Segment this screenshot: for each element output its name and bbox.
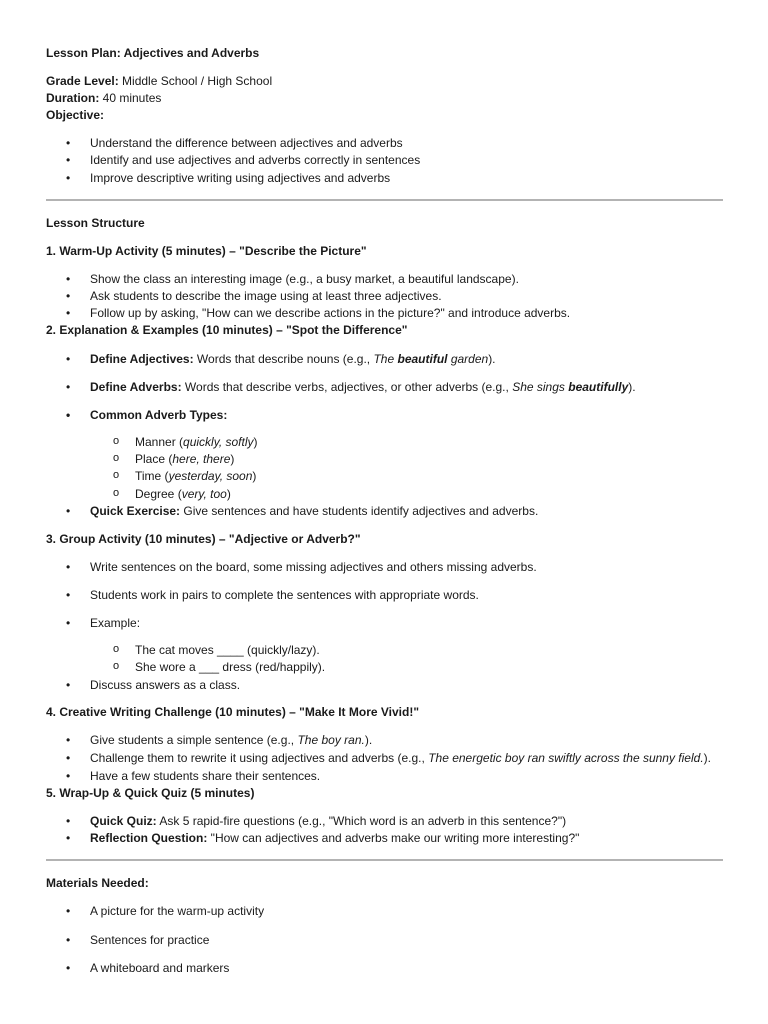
page-title: Lesson Plan: Adjectives and Adverbs (46, 46, 260, 60)
section-2-heading: 2. Explanation & Examples (10 minutes) – "Spot the Difference" (46, 323, 408, 337)
lesson-structure-heading: Lesson Structure (46, 216, 145, 230)
item-text: Challenge them to rewrite it using adjectives and adverbs (e.g., (90, 751, 429, 765)
material-item: • A whiteboard and markers (90, 961, 229, 976)
reflection-question-label: Reflection Question: (90, 831, 208, 845)
material-item: • A picture for the warm-up activity (90, 904, 264, 919)
define-adjectives-item (90, 352, 496, 367)
example-sentence: o The cat moves ____ (quickly/lazy). (135, 643, 320, 658)
list-item: • Show the class an interesting image (e.g., a busy market, a beautiful landscape). (90, 272, 519, 287)
adverb-type-item (135, 469, 256, 484)
list-item: • Write sentences on the board, some missing adjectives and others missing adverbs. (90, 560, 537, 575)
punctuation: ). (703, 751, 711, 765)
divider (46, 859, 723, 861)
list-item (90, 733, 372, 748)
list-item (90, 751, 711, 766)
section-3-heading: 3. Group Activity (10 minutes) – "Adjective or Adverb?" (46, 532, 361, 546)
objective-label: Objective: (46, 108, 105, 122)
adverb-type-item (135, 452, 234, 467)
list-item: • Have a few students share their sentences. (90, 769, 320, 784)
punctuation: ). (488, 352, 496, 366)
example-text: She sings (512, 380, 569, 394)
example-text: garden (447, 352, 489, 366)
define-adjectives-text: Words that describe nouns (e.g., (193, 352, 374, 366)
list-item: • Students work in pairs to complete the sentences with appropriate words. (90, 588, 479, 603)
punctuation: ). (364, 733, 373, 747)
grade-level-line (46, 74, 272, 89)
adverb-type-example: here, there (172, 452, 231, 466)
material-item: • Sentences for practice (90, 933, 209, 948)
objective-item: • Identify and use adjectives and adverbs correctly in sentences (90, 153, 420, 168)
list-item: • Ask students to describe the image using at least three adjectives. (90, 289, 442, 304)
adverb-type-example: quickly, softly (183, 435, 254, 449)
define-adverbs-text: Words that describe verbs, adjectives, or other adverbs (e.g., (181, 380, 513, 394)
example-text: The boy ran. (297, 733, 365, 747)
adverb-type-name: Time ( (135, 469, 169, 483)
quick-quiz-label: Quick Quiz: (90, 814, 157, 828)
list-item: • Example: (90, 616, 140, 631)
duration-label: Duration: (46, 91, 100, 105)
reflection-question-text: "How can adjectives and adverbs make our writing more interesting?" (207, 831, 580, 845)
define-adjectives-label: Define Adjectives: (90, 352, 194, 366)
punctuation: ) (252, 469, 257, 483)
adverb-type-name: Place ( (135, 452, 173, 466)
item-text: Give students a simple sentence (e.g., (90, 733, 298, 747)
grade-level-label: Grade Level: (46, 74, 119, 88)
quick-quiz-text: Ask 5 rapid-fire questions (e.g., "Which word is an adverb in this sentence?") (156, 814, 567, 828)
list-item: • Discuss answers as a class. (90, 678, 240, 693)
duration-line (46, 91, 161, 106)
example-text: The (373, 352, 398, 366)
example-adverb: beautifully (568, 380, 629, 394)
reflection-question-item (90, 831, 579, 846)
punctuation: ) (253, 435, 258, 449)
adverb-type-name: Degree ( (135, 487, 182, 501)
section-5-heading: 5. Wrap-Up & Quick Quiz (5 minutes) (46, 786, 255, 800)
quick-exercise-label: Quick Exercise: (90, 504, 181, 518)
section-1-heading: 1. Warm-Up Activity (5 minutes) – "Describe the Picture" (46, 244, 367, 258)
adverb-type-example: yesterday, soon (168, 469, 253, 483)
adverb-type-item (135, 435, 258, 450)
objective-item: • Understand the difference between adjectives and adverbs (90, 136, 403, 151)
quick-exercise-text: Give sentences and have students identify adjectives and adverbs. (180, 504, 539, 518)
duration-value: 40 minutes (99, 91, 162, 105)
common-adverb-types-label: • Common Adverb Types: (90, 408, 227, 423)
define-adverbs-label: Define Adverbs: (90, 380, 182, 394)
define-adverbs-item (90, 380, 636, 395)
punctuation: ) (226, 487, 231, 501)
punctuation: ). (628, 380, 636, 394)
example-adjective: beautiful (397, 352, 448, 366)
example-text: The energetic boy ran swiftly across the sunny field. (428, 751, 704, 765)
section-4-heading: 4. Creative Writing Challenge (10 minutes) – "Make It More Vivid!" (46, 705, 420, 719)
example-sentence: o She wore a ___ dress (red/happily). (135, 660, 325, 675)
objective-item: • Improve descriptive writing using adjectives and adverbs (90, 171, 390, 186)
materials-heading: Materials Needed: (46, 876, 149, 890)
divider (46, 199, 723, 201)
adverb-type-name: Manner ( (135, 435, 184, 449)
list-item: • Follow up by asking, "How can we describe actions in the picture?" and introduce adverbs. (90, 306, 570, 321)
adverb-type-item (135, 487, 231, 502)
punctuation: ) (230, 452, 235, 466)
quick-quiz-item (90, 814, 566, 829)
adverb-type-example: very, too (181, 487, 227, 501)
quick-exercise-item (90, 504, 538, 519)
grade-level-value: Middle School / High School (118, 74, 273, 88)
